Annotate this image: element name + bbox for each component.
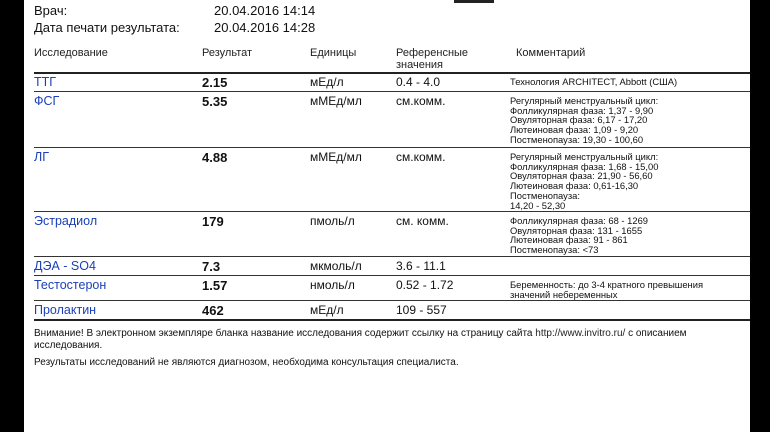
warning-note [34,328,724,352]
comment-line: Лютеиновая фаза: 0,61-16,30 [510,180,639,192]
result-value: 462 [202,303,224,318]
units: пмоль/л [310,214,355,228]
row-rule [34,256,750,257]
test-name-link[interactable]: Пролактин [34,303,97,317]
result-value: 4.88 [202,150,228,165]
row-rule [34,300,750,301]
units: мМЕд/мл [310,150,362,164]
disclaimer: Результаты исследований не являются диагнозом, необходима консультация специалиста. [34,357,459,368]
comment-line: Фолликулярная фаза: 68 - 1269 [510,215,648,226]
comment [510,280,750,299]
comment-line: Технология ARCHITECT, Abbott (США) [510,76,678,87]
header-mark [454,0,494,3]
comment-line: Постменопауза: 19,30 - 100,60 [510,133,644,145]
col-comment: Комментарий [516,47,586,59]
warning-suffix: с описанием исследования. [34,328,687,351]
units: мМЕд/мл [310,94,362,108]
test-name-link[interactable]: ДЭА - SO4 [34,259,96,273]
units: нмоль/л [310,278,355,292]
row-rule [34,147,750,148]
header-rule [34,72,750,74]
comment-line: Регулярный менструальный цикл: [510,95,659,106]
col-test: Исследование [34,47,108,59]
comment [510,216,750,255]
comment-line: Овуляторная фаза: 131 - 1655 [510,224,643,236]
col-units: Единицы [310,47,357,59]
doctor-date: 20.04.2016 14:14 [214,3,316,18]
lab-results-sheet [24,0,750,432]
test-name-link[interactable]: Тестостерон [34,278,107,292]
col-result: Результат [202,47,253,59]
comment-line: Постменопауза: [510,189,580,201]
units: мкмоль/л [310,259,362,273]
row-rule [34,211,750,212]
comment [510,96,750,145]
col-ref-line1: Референсные [396,47,469,59]
comment-line: Овуляторная фаза: 6,17 - 17,20 [510,114,648,126]
print-date-label: Дата печати результата: [34,20,180,35]
ref-range: 0.4 - 4.0 [396,75,441,89]
comment-line: Регулярный менструальный цикл: [510,151,659,162]
ref-range: 0.52 - 1.72 [396,278,454,292]
result-value: 5.35 [202,94,228,109]
units: мЕд/л [310,75,344,89]
comment-line: 14,20 - 52,30 [510,199,566,211]
test-name-link[interactable]: Эстрадиол [34,214,98,228]
comment-line: Лютеиновая фаза: 91 - 861 [510,234,628,246]
comment-line: Фолликулярная фаза: 1,37 - 9,90 [510,104,654,116]
ref-range: см.комм. [396,150,446,164]
doctor-label: Врач: [34,3,68,18]
units: мЕд/л [310,303,344,317]
result-value: 7.3 [202,259,221,274]
warning-text: Внимание! В электронном экземпляре бланка название исследования содержит ссылку на страницу сайта [34,328,533,339]
comment-line: Фолликулярная фаза: 1,68 - 15,00 [510,160,659,172]
comment-line: Беременность: до 3-4 кратного превышения [510,279,704,290]
result-value: 179 [202,214,224,229]
comment [510,152,750,210]
ref-range: 3.6 - 11.1 [396,259,446,273]
print-date: 20.04.2016 14:28 [214,20,316,35]
row-rule [34,91,750,92]
comment [510,77,750,87]
col-ref-line2: значения [396,59,444,71]
result-value: 2.15 [202,75,228,90]
comment-line: Лютеиновая фаза: 1,09 - 9,20 [510,124,639,136]
comment-line: Постменопауза: <73 [510,244,599,256]
ref-range: 109 - 557 [396,303,447,317]
comment-line: значений небеременных [510,288,618,300]
comment-line: Овуляторная фаза: 21,90 - 56,60 [510,170,653,182]
row-rule [34,275,750,276]
result-value: 1.57 [202,278,228,293]
invitro-link[interactable]: http://www.invitro.ru/ [535,328,626,339]
test-name-link[interactable]: ФСГ [34,94,60,108]
ref-range: см.комм. [396,94,446,108]
table-bottom-rule [34,319,750,321]
test-name-link[interactable]: ТТГ [34,75,57,89]
test-name-link[interactable]: ЛГ [34,150,49,164]
ref-range: см. комм. [396,214,449,228]
